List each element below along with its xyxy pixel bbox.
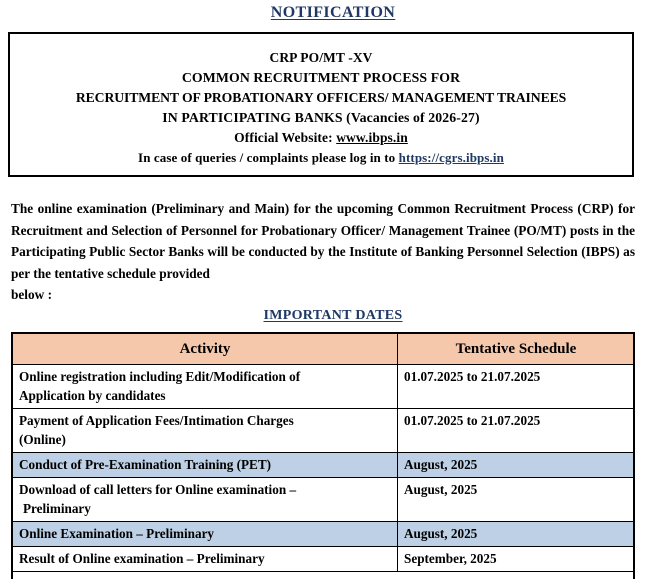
table-head [13,334,635,365]
table-row [13,522,635,547]
header-line-post-name: RECRUITMENT OF PROBATIONARY OFFICERS/ MANAGEMENT TRAINEES [75,90,567,105]
intro-paragraph-text: The online examination (Preliminary and Main) for the upcoming Common Recruitment Process (CRP) for Recruitment and Selection of Personnel for Probationary Officer/ Management Trainee (PO/MT) posts in the Participating Public Sector Banks will be conducted by the Institute of Banking Personnel Selection (IBPS) as per the tentative schedule provided [11,201,635,281]
table-row [13,453,635,478]
official-website-label: Official Website: [234,130,333,145]
grievance-portal-link[interactable]: https://cgrs.ibps.in [398,150,504,165]
column-header-tentative-schedule: Tentative Schedule [398,334,635,365]
activity-line-1: Online registration including Edit/Modification of [19,369,301,384]
cell-schedule: 01.07.2025 to 21.07.2025 [398,409,635,453]
cell-schedule: August, 2025 [398,522,635,547]
header-line-banks-vacancies: IN PARTICIPATING BANKS (Vacancies of 2026-27) [162,110,480,125]
cell-activity [13,365,398,409]
activity-line-1: Result of Online examination – Preliminary [19,551,265,566]
header-info-box [8,32,634,177]
cell-schedule: September, 2025 [398,547,635,572]
cell-activity [13,547,398,572]
activity-line-1: Online Examination – Preliminary [19,526,215,541]
table-row [13,365,635,409]
activity-line-1: Download of call letters for Online examination – [19,482,297,497]
notification-heading-container [0,0,666,29]
activity-line-1: Payment of Application Fees/Intimation Charges [19,413,294,428]
table-row [13,478,635,522]
table-row [13,547,635,572]
cell-schedule: August, 2025 [398,453,635,478]
grievance-label: In case of queries / complaints please log in to [138,150,396,165]
activity-line-2: Application by candidates [19,388,166,403]
cell-schedule: August, 2025 [398,478,635,522]
important-dates-heading-container [0,306,666,324]
table-body [13,365,635,572]
header-line-process-name: COMMON RECRUITMENT PROCESS FOR [181,70,461,85]
cell-activity [13,453,398,478]
activity-line-2: (Online) [19,432,66,447]
cell-activity [13,409,398,453]
table-row [13,409,635,453]
intro-paragraph-last-line: below : [11,287,52,302]
column-header-activity: Activity [13,334,398,365]
official-website-link[interactable]: www.ibps.in [336,130,408,145]
page-title: NOTIFICATION [270,4,396,21]
section-heading-important-dates: IMPORTANT DATES [263,308,403,323]
intro-paragraph [11,198,635,306]
cell-activity [13,522,398,547]
cell-activity [13,478,398,522]
activity-line-2: Preliminary [23,501,91,516]
header-line-crp-code: CRP PO/MT -XV [269,50,373,65]
header-line-official-website [10,128,632,148]
important-dates-table [12,333,635,572]
cell-schedule: 01.07.2025 to 21.07.2025 [398,365,635,409]
activity-line-1: Conduct of Pre-Examination Training (PET) [19,457,272,472]
table-header-row [13,334,635,365]
header-line-grievance [10,148,632,168]
